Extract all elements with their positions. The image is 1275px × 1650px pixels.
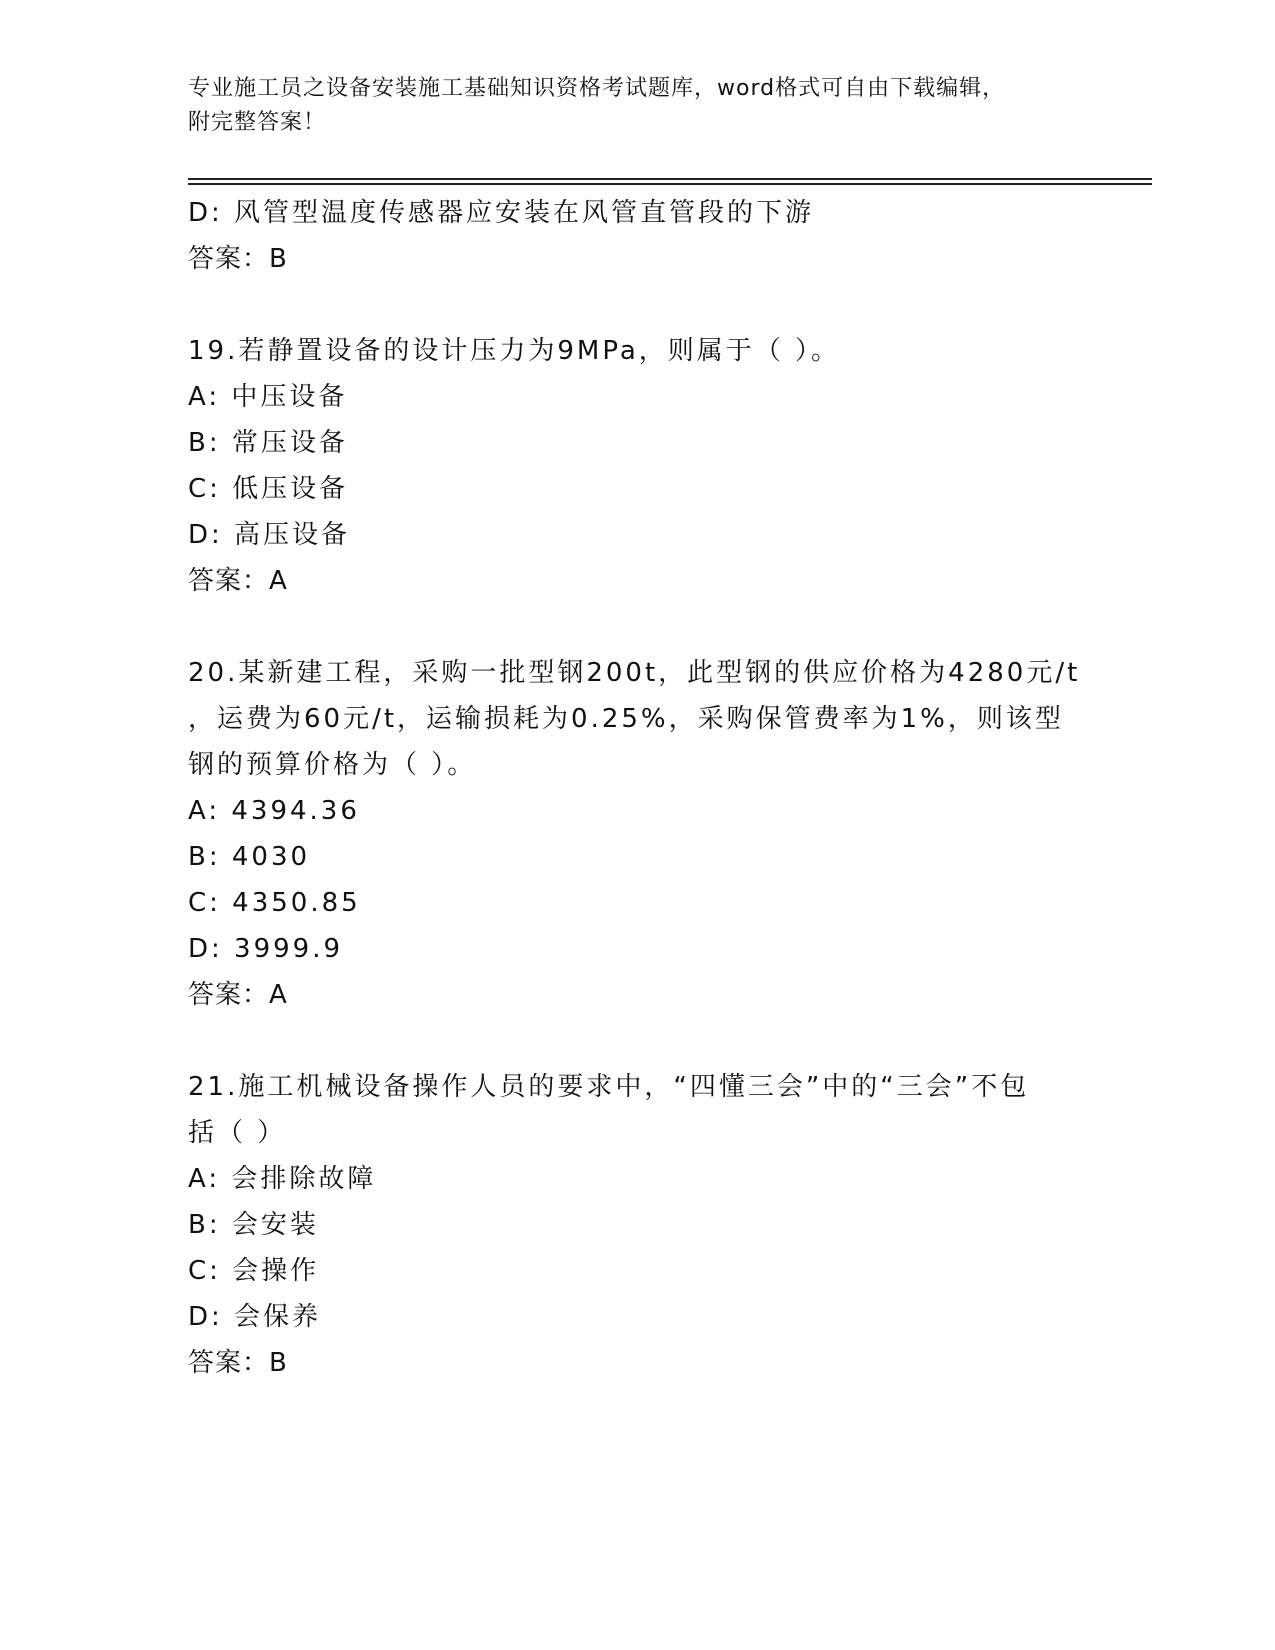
question-stem-line-1: 21.施工机械设备操作人员的要求中，“四懂三会”中的“三会”不包 [188,1072,1030,1102]
answer-line: 答案：A [188,980,288,1010]
question-stem-line-2: 括（ ） [188,1118,287,1148]
option-a: A: 4394.36 [188,796,360,826]
header-divider-bottom [188,183,1152,185]
option-c: C: 4350.85 [188,888,361,918]
header-line-1: 专业施工员之设备安装施工基础知识资格考试题库，word格式可自由下载编辑， [188,76,1006,101]
carry-over-question [188,190,1088,282]
header-divider-top [188,178,1152,180]
question-stem-line-3: 钢的预算价格为（ ）。 [188,750,477,780]
option-d: D: 风管型温度传感器应安装在风管直管段的下游 [188,198,815,228]
spacer [188,1018,1088,1064]
option-d: D: 3999.9 [188,934,344,964]
question-stem-line-2: ，运费为60元/t，运输损耗为0.25%，采购保管费率为1%，则该型 [188,704,1064,734]
option-b: B: 4030 [188,842,311,872]
question-stem-line-1: 20.某新建工程，采购一批型钢200t，此型钢的供应价格为4280元/t [188,658,1081,688]
spacer [188,604,1088,650]
document-header [188,72,1088,140]
question-20 [188,650,1088,1018]
option-d: D: 会保养 [188,1302,322,1332]
option-c: C: 低压设备 [188,474,349,504]
question-21 [188,1064,1088,1386]
answer-line: 答案：A [188,566,288,596]
header-line-2: 附完整答案！ [188,110,327,135]
option-d: D: 高压设备 [188,520,351,550]
question-list [188,190,1088,1386]
option-a: A: 会排除故障 [188,1164,377,1194]
question-19 [188,328,1088,604]
question-stem: 19.若静置设备的设计压力为9MPa，则属于（ ）。 [188,336,841,366]
option-a: A: 中压设备 [188,382,348,412]
answer-line: 答案：B [188,244,288,274]
option-b: B: 会安装 [188,1210,319,1240]
spacer [188,282,1088,328]
answer-line: 答案：B [188,1348,288,1378]
option-b: B: 常压设备 [188,428,348,458]
option-c: C: 会操作 [188,1256,320,1286]
